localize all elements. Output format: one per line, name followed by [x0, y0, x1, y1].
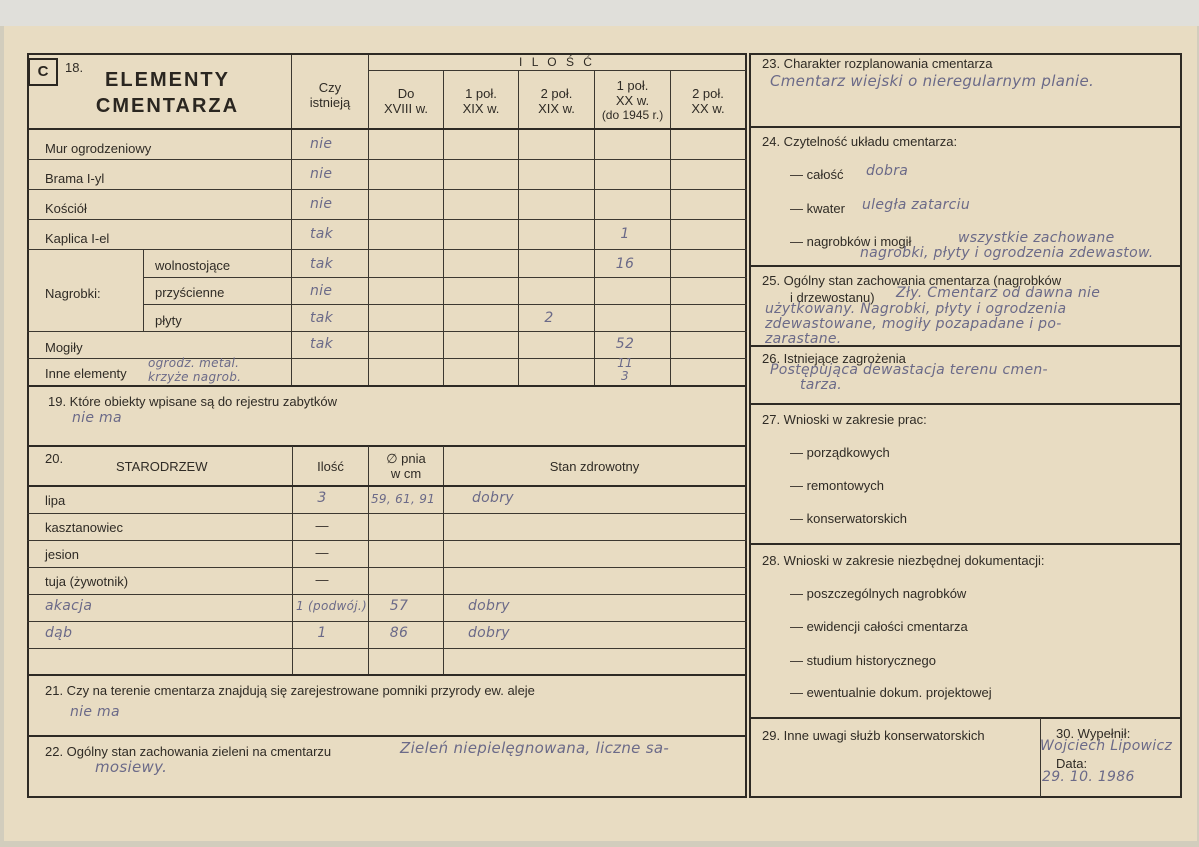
- row-kaplica-label: Kaplica I-el: [45, 231, 110, 246]
- sec25-label-1: 25. Ogólny stan zachowania cmentarza (nagrobków: [762, 273, 1062, 288]
- row-plyty-p3: 2: [544, 310, 554, 326]
- sec20-number: 20.: [45, 451, 64, 466]
- sec19-label: 19. Które obiekty wpisane są do rejestru zabytków: [48, 394, 338, 409]
- col-exists-2: istnieją: [309, 95, 351, 110]
- period-3-l2: XIX w.: [538, 101, 575, 116]
- sec30-label: 30. Wypełnił:: [1056, 726, 1131, 741]
- tree-6-diam: 86: [389, 625, 409, 641]
- sec22-value-1: Zieleń niepielęgnowana, liczne sa-: [400, 739, 670, 757]
- row-mur-exists: nie: [310, 136, 333, 152]
- sec25-value-2: użytkowany. Nagrobki, płyty i ogrodzenia: [765, 301, 1067, 317]
- tree-4-name: tuja (żywotnik): [45, 574, 129, 589]
- period-4-l2: XX w.: [615, 93, 650, 108]
- row-mogily-exists: tak: [310, 336, 334, 352]
- sec29-label: 29. Inne uwagi służb konserwatorskich: [762, 728, 985, 743]
- row-wolno-label: wolnostojące: [155, 258, 231, 273]
- sec26-label: 26. Istniejące zagrożenia: [762, 351, 906, 366]
- sec18-number: 18.: [65, 60, 84, 75]
- col-exists-1: Czy: [318, 80, 342, 95]
- sec24-calosc-value: dobra: [866, 163, 909, 179]
- row-brama-exists: nie: [310, 166, 333, 182]
- tree-2-name: kasztanowiec: [45, 520, 124, 535]
- sec28-label: 28. Wnioski w zakresie niezbędnej dokumentacji:: [762, 553, 1045, 568]
- row-brama-label: Brama I-yl: [45, 171, 105, 186]
- row-inne-p4b: 3: [621, 369, 629, 383]
- tree-5-diam: 57: [389, 598, 409, 614]
- period-3-l1: 2 poł.: [540, 86, 573, 101]
- sec25-value-3: zdewastowane, mogiły pozapadane i po-: [765, 316, 1062, 332]
- tree-6-health: dobry: [468, 625, 510, 641]
- period-1-l2: XVIII w.: [383, 101, 429, 116]
- col-health: Stan zdrowotny: [549, 459, 640, 474]
- col-diam-2: w cm: [390, 466, 422, 481]
- sec27-item-2: — remontowych: [790, 478, 884, 493]
- period-1-l1: Do: [397, 86, 415, 101]
- tree-5-health: dobry: [468, 598, 510, 614]
- row-przysc-label: przyścienne: [155, 285, 225, 300]
- page-edge: [0, 0, 1199, 26]
- period-5-l2: XX w.: [691, 101, 725, 116]
- tree-6-count: 1: [317, 625, 327, 641]
- col-diam-1: ∅ pnia: [386, 451, 426, 466]
- tree-1-diam: 59, 61, 91: [371, 492, 436, 506]
- sec23-value: Cmentarz wiejski o nieregularnym planie.: [770, 72, 1095, 90]
- row-inne-p4a: 11: [617, 356, 633, 370]
- row-kosciol-label: Kościół: [45, 201, 87, 216]
- row-kaplica-p4: 1: [620, 226, 630, 242]
- ilosc-header: I L O Ś Ć: [519, 55, 595, 69]
- sec25-value-4: zarastane.: [765, 331, 842, 347]
- sec22-value-2: mosiewy.: [95, 758, 168, 776]
- sec28-item-1: — poszczególnych nagrobków: [790, 586, 967, 601]
- period-2-l2: XIX w.: [462, 101, 500, 116]
- row-wolno-p4: 16: [615, 256, 635, 272]
- sec24-nagrobkow-value-2: nagrobki, płyty i ogrodzenia zdewastow.: [860, 245, 1154, 261]
- tree-2-count: —: [315, 518, 329, 533]
- period-4-l3: (do 1945 r.): [601, 108, 664, 122]
- period-4-l1: 1 poł.: [616, 78, 649, 93]
- tree-3-name: jesion: [45, 547, 79, 562]
- sec27-item-3: — konserwatorskich: [790, 511, 908, 526]
- sec23-label: 23. Charakter rozplanowania cmentarza: [762, 56, 993, 71]
- sec24-kwater: — kwater: [790, 201, 845, 216]
- sec24-kwater-value: uległa zatarciu: [862, 197, 971, 213]
- tree-1-name: lipa: [45, 493, 66, 508]
- tree-1-count: 3: [317, 490, 327, 506]
- sec20-title: STARODRZEW: [116, 459, 208, 474]
- period-5-l1: 2 poł.: [692, 86, 724, 101]
- tree-4-count: —: [315, 572, 329, 587]
- sec28-item-3: — studium historycznego: [790, 653, 936, 668]
- sec26-value-2: tarza.: [800, 377, 843, 393]
- sec28-item-2: — ewidencji całości cmentarza: [790, 619, 968, 634]
- sec24-calosc: — całość: [790, 167, 844, 182]
- tree-6-name: dąb: [45, 625, 73, 641]
- row-inne-note1: ogrodz. metal.: [148, 356, 240, 370]
- col-count: Ilość: [317, 459, 344, 474]
- row-plyty-exists: tak: [310, 310, 334, 326]
- sec25-label-2: i drzewostanu): [790, 290, 875, 305]
- period-2-l1: 1 poł.: [465, 86, 497, 101]
- row-nagrobki-label: Nagrobki:: [45, 286, 101, 301]
- sec27-item-1: — porządkowych: [790, 445, 890, 460]
- sec25-value-1: Zły. Cmentarz od dawna nie: [896, 285, 1101, 301]
- section-mark: C: [28, 58, 58, 86]
- sec28-item-4: — ewentualnie dokum. projektowej: [790, 685, 992, 700]
- row-mogily-label: Mogiły: [45, 340, 83, 355]
- sec24-nagrobkow: — nagrobków i mogił: [790, 234, 912, 249]
- sec19-value: nie ma: [72, 410, 122, 426]
- row-wolno-exists: tak: [310, 256, 334, 272]
- sec27-label: 27. Wnioski w zakresie prac:: [762, 412, 927, 427]
- tree-5-count: 1 (podwój.): [296, 599, 367, 613]
- row-plyty-label: płyty: [155, 313, 182, 328]
- row-inne-note2: krzyże nagrob.: [148, 370, 242, 384]
- sec24-nagrobkow-value-1: wszystkie zachowane: [958, 230, 1115, 246]
- sec18-title-1: ELEMENTY: [105, 69, 230, 91]
- sec30-date-label: Data:: [1056, 756, 1088, 771]
- row-mur-label: Mur ogrodzeniowy: [45, 141, 152, 156]
- row-kaplica-exists: tak: [310, 226, 334, 242]
- sec18-title-2: CMENTARZA: [95, 95, 240, 117]
- sec21-label: 21. Czy na terenie cmentarza znajdują się zarejestrowane pomniki przyrody ew. aleje: [45, 683, 535, 698]
- row-mogily-p4: 52: [615, 336, 635, 352]
- sec26-value-1: Postępująca dewastacja terenu cmen-: [770, 362, 1048, 378]
- sec22-label: 22. Ogólny stan zachowania zieleni na cmentarzu: [45, 744, 332, 759]
- row-inne-label: Inne elementy: [45, 366, 127, 381]
- row-kosciol-exists: nie: [310, 196, 333, 212]
- sec30-name: Wojciech Lipowicz: [1040, 738, 1173, 754]
- tree-5-name: akacja: [45, 598, 93, 614]
- row-przysc-exists: nie: [310, 283, 333, 299]
- tree-3-count: —: [315, 545, 329, 560]
- tree-1-health: dobry: [472, 490, 514, 506]
- sec24-label: 24. Czytelność układu cmentarza:: [762, 134, 958, 149]
- sec21-value: nie ma: [70, 704, 120, 720]
- sec30-date: 29. 10. 1986: [1042, 769, 1135, 785]
